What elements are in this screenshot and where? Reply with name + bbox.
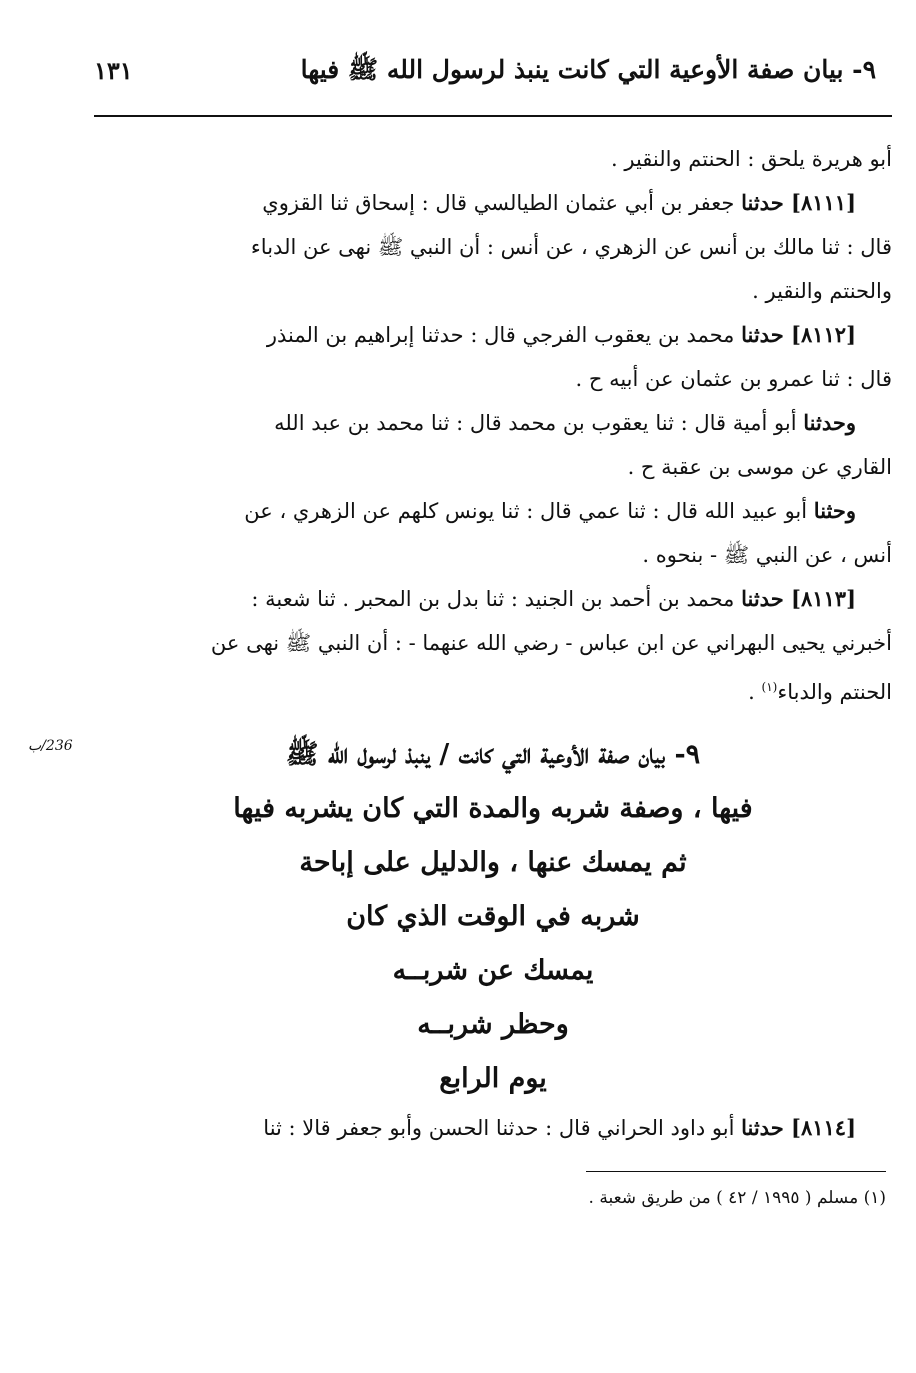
footnote-rule <box>586 1171 886 1172</box>
footnote-ref: (١) <box>761 680 778 694</box>
text-line: والحنتم والنقير . <box>752 279 892 303</box>
page-number: ١٣١ <box>94 56 133 85</box>
running-header-title: ٩- بيان صفة الأوعية التي كانت ينبذ لرسول الله ﷺ فيها <box>300 55 876 84</box>
chapter-heading-line: ٩- بيان صفة الأوعية التي كانت / ينبذ لرسول الله ﷺ <box>285 739 701 770</box>
chapter-heading-line: ثم يمسك عنها ، والدليل على إباحة <box>299 847 687 878</box>
hadith-paragraph <box>94 1106 892 1150</box>
chapter-heading-line: يوم الرابع <box>439 1063 547 1094</box>
header-rule <box>94 115 892 117</box>
footnote: (١) مسلم ( ١٩٩٥ / ٤٢ ) من طريق شعبة . <box>588 1188 886 1208</box>
text-line: [٨١١٤] حدثنا أبو داود الحراني قال : حدثنا الحسن وأبو جعفر قالا : ثنا <box>263 1115 856 1140</box>
text-line: [٨١١٣] حدثنا محمد بن أحمد بن الجنيد : ثنا بدل بن المحبر . ثنا شعبة : <box>251 586 856 611</box>
body-text <box>94 137 892 709</box>
chapter-heading-line: يمسك عن شربــه <box>392 955 594 986</box>
text-line: وحدثنا أبو أمية قال : ثنا يعقوب بن محمد قال : ثنا محمد بن عبد الله <box>274 410 856 435</box>
text-line: أخبرني يحيى البهراني عن ابن عباس - رضي الله عنهما - : أن النبي ﷺ نهى عن <box>210 631 892 655</box>
text-line: وحثنا أبو عبيد الله قال : ثنا عمي قال : ثنا يونس كلهم عن الزهري ، عن <box>244 498 856 523</box>
text-line: قال : ثنا عمرو بن عثمان عن أبيه ح . <box>575 367 892 391</box>
text-line: [٨١١١] حدثنا جعفر بن أبي عثمان الطيالسي قال : إسحاق ثنا القزوي <box>262 190 856 215</box>
chapter-heading-line: شربه في الوقت الذي كان <box>346 901 640 932</box>
manuscript-folio-note: 236/ب <box>28 738 73 754</box>
text-line: الحنتم والدباء$^{(١)}$ . <box>748 680 892 704</box>
text-line: أبو هريرة يلحق : الحنتم والنقير . <box>611 147 892 171</box>
chapter-heading-line: وحظر شربــه <box>417 1009 569 1040</box>
text-line: قال : ثنا مالك بن أنس عن الزهري ، عن أنس : أن النبي ﷺ نهى عن الدباء <box>250 235 892 259</box>
chapter-heading <box>94 728 892 1106</box>
chapter-heading-line: فيها ، وصفة شربه والمدة التي كان يشربه فيها <box>233 793 753 824</box>
text-line: [٨١١٢] حدثنا محمد بن يعقوب الفرجي قال : حدثنا إبراهيم بن المنذر <box>266 322 856 347</box>
text-line: القاري عن موسى بن عقبة ح . <box>627 455 892 479</box>
text-line: أنس ، عن النبي ﷺ - بنحوه . <box>642 543 892 567</box>
